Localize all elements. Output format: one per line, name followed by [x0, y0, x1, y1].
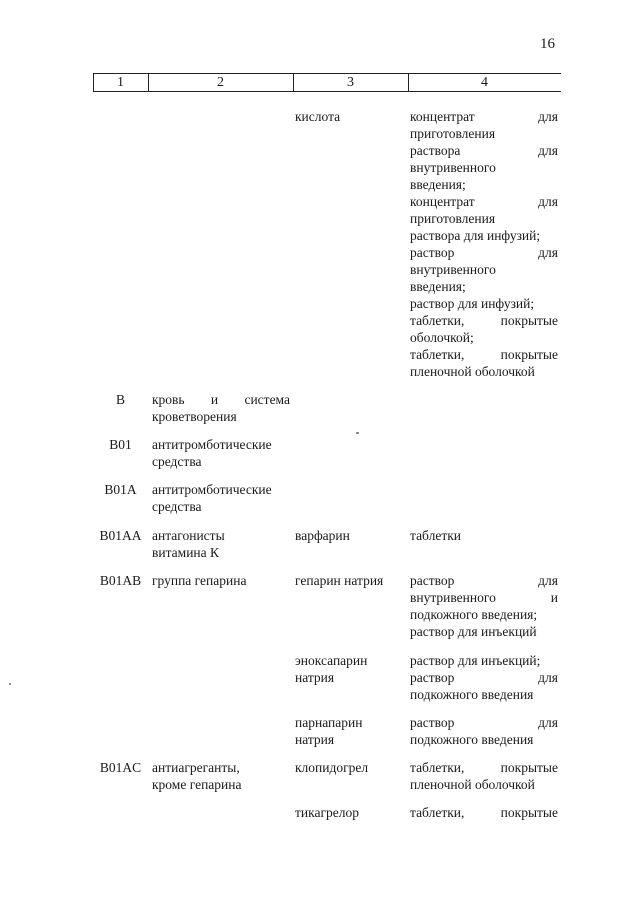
- dosage-form-line: раствора для: [410, 143, 558, 158]
- atc-code-cell: B01AC: [99, 760, 142, 775]
- dosage-form-cell: [410, 804, 558, 821]
- dosage-form-line: оболочкой;: [410, 330, 474, 345]
- atc-code-cell: B01AB: [99, 573, 142, 588]
- group-name-line: кровь и система: [152, 392, 290, 407]
- dosage-form-line: раствор для: [410, 573, 558, 588]
- header-col-4: 4: [481, 75, 488, 90]
- substance-cell: [295, 527, 405, 544]
- substance-line: варфарин: [295, 528, 350, 543]
- group-name-cell: [152, 527, 290, 561]
- dosage-form-line: подкожного введения;: [410, 607, 538, 622]
- dosage-form-line: таблетки, покрытые: [410, 760, 558, 775]
- dosage-form-line: раствор для инфузий;: [410, 296, 535, 311]
- group-name-line: антитромботические: [152, 437, 272, 452]
- dosage-form-cell: [410, 572, 558, 640]
- dosage-form-line: раствор для инъекций: [410, 624, 537, 639]
- substance-cell: [295, 714, 405, 748]
- dosage-form-line: подкожного введения: [410, 687, 534, 702]
- scan-speck: [9, 683, 11, 685]
- dosage-form-line: таблетки, покрытые: [410, 805, 558, 820]
- group-name-line: антитромботические: [152, 482, 272, 497]
- atc-code-cell: B01: [109, 437, 132, 452]
- substance-line: гепарин натрия: [295, 573, 384, 588]
- dosage-form-cell: [410, 652, 558, 703]
- dosage-form-line: введения;: [410, 279, 466, 294]
- header-col-1: 1: [117, 75, 124, 90]
- group-name-cell: [152, 572, 290, 589]
- substance-line: тикагрелор: [295, 805, 359, 820]
- dosage-form-line: внутривенного и: [410, 590, 558, 605]
- dosage-form-line: концентрат для: [410, 109, 558, 124]
- header-col-3: 3: [347, 75, 354, 90]
- dosage-form-cell: [410, 527, 558, 544]
- table-header: [93, 73, 561, 92]
- dosage-form-cell: [410, 108, 558, 380]
- substance-line: эноксапарин: [295, 653, 368, 668]
- group-name-line: кроветворения: [152, 409, 237, 424]
- scan-speck: [356, 432, 359, 434]
- substance-cell: [295, 652, 405, 686]
- dosage-form-line: раствор для: [410, 715, 558, 730]
- dosage-form-line: введения;: [410, 177, 466, 192]
- dosage-form-cell: [410, 714, 558, 748]
- group-name-line: антагонисты: [152, 528, 225, 543]
- dosage-form-line: раствор для: [410, 670, 558, 685]
- dosage-form-line: пленочной оболочкой: [410, 777, 535, 792]
- atc-code-cell: B01A: [104, 482, 137, 497]
- dosage-form-line: приготовления: [410, 126, 496, 141]
- group-name-line: антиагреганты,: [152, 760, 240, 775]
- dosage-form-line: таблетки, покрытые: [410, 313, 558, 328]
- group-name-cell: [152, 391, 290, 425]
- dosage-form-cell: [410, 759, 558, 793]
- substance-line: кислота: [295, 109, 341, 124]
- substance-line: клопидогрел: [295, 760, 369, 775]
- group-name-line: витамина К: [152, 545, 220, 560]
- dosage-form-line: раствор для: [410, 245, 558, 260]
- page-number: 16: [540, 36, 555, 52]
- group-name-cell: [152, 436, 290, 470]
- dosage-form-line: приготовления: [410, 211, 496, 226]
- dosage-form-line: внутривенного: [410, 160, 496, 175]
- header-col-2: 2: [217, 75, 224, 90]
- dosage-form-line: пленочной оболочкой: [410, 364, 535, 379]
- dosage-form-line: внутривенного: [410, 262, 496, 277]
- substance-cell: [295, 572, 405, 589]
- atc-code-cell: B01AA: [99, 528, 142, 543]
- group-name-line: средства: [152, 454, 202, 469]
- substance-cell: [295, 804, 405, 821]
- atc-code-cell: B: [115, 392, 125, 407]
- group-name-cell: [152, 481, 290, 515]
- dosage-form-line: раствор для инъекций;: [410, 653, 541, 668]
- dosage-form-line: раствора для инфузий;: [410, 228, 541, 243]
- group-name-line: средства: [152, 499, 202, 514]
- substance-line: натрия: [295, 670, 335, 685]
- dosage-form-line: подкожного введения: [410, 732, 534, 747]
- dosage-form-line: концентрат для: [410, 194, 558, 209]
- group-name-cell: [152, 759, 290, 793]
- dosage-form-line: таблетки, покрытые: [410, 347, 558, 362]
- substance-line: натрия: [295, 732, 335, 747]
- group-name-line: кроме гепарина: [152, 777, 242, 792]
- substance-cell: [295, 108, 405, 125]
- group-name-line: группа гепарина: [152, 573, 247, 588]
- substance-line: парнапарин: [295, 715, 363, 730]
- dosage-form-line: таблетки: [410, 528, 462, 543]
- substance-cell: [295, 759, 405, 776]
